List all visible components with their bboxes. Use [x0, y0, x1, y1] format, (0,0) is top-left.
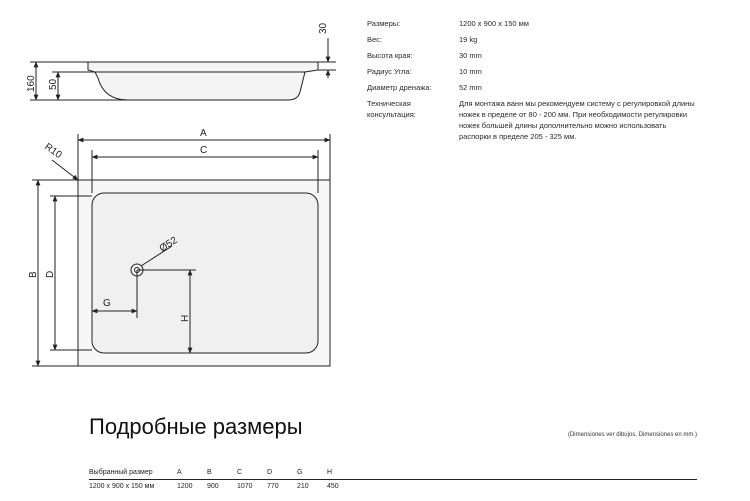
spec-value: 19 kg: [459, 35, 478, 44]
table-header-cell: C: [237, 469, 243, 476]
dim-label-g: G: [103, 298, 111, 309]
dim-label-drain-diameter: Ø52: [157, 234, 180, 255]
dim-label-d: D: [45, 270, 56, 278]
dim-label-30: 30: [318, 22, 329, 34]
table-header-cell: D: [267, 469, 273, 476]
table-cell: 770: [267, 483, 279, 490]
spec-value: 30 mm: [459, 51, 482, 60]
side-profile-view: [30, 38, 336, 100]
table-cell: 450: [327, 483, 339, 490]
dim-label-b: B: [28, 271, 39, 278]
dimensions-table: [89, 466, 697, 493]
section-title: Подробные размеры: [89, 414, 303, 439]
spec-label: Высота края:: [367, 51, 413, 60]
table-cell: 900: [207, 483, 219, 490]
dim-label-h: H: [180, 314, 191, 322]
dim-label-c: C: [200, 145, 208, 156]
dim-label-160: 160: [26, 75, 37, 92]
spec-row-technical-consultation: [367, 98, 697, 142]
table-header-cell: G: [297, 469, 303, 476]
spec-row-weight: [367, 34, 697, 45]
spec-label: Техническая консультация:: [367, 99, 416, 119]
spec-label: Размеры:: [367, 19, 401, 28]
table-cell: 1200: [177, 483, 193, 490]
spec-value: 1200 x 900 x 150 мм: [459, 19, 529, 28]
table-header-cell: H: [327, 469, 333, 476]
spec-label: Диаметр дренажа:: [367, 83, 432, 92]
spec-label: Вес:: [367, 35, 383, 44]
table-cell: 1200 x 900 x 150 мм: [89, 483, 155, 490]
spec-value: 10 mm: [459, 67, 482, 76]
top-plan-view: [32, 134, 330, 366]
table-cell: 1070: [237, 483, 253, 490]
spec-value: Для монтажа ванн мы рекомендуем систему с регулировкой длины ножек в пределе от 80 - 200 мм. При необходимости регулировки ножек большей длины дополнительно можно использовать распорки в пределе 205 - 325 мм.: [459, 99, 695, 141]
spec-row-drain-diameter: [367, 82, 697, 93]
table-header-row: [89, 466, 697, 480]
spec-row-size: [367, 18, 697, 29]
spec-row-rim-height: [367, 50, 697, 61]
table-header-cell: Выбранный размер: [89, 469, 153, 476]
specifications-list: [367, 18, 697, 147]
spec-value: 52 mm: [459, 83, 482, 92]
spec-label: Радиус Угла:: [367, 67, 412, 76]
dim-label-50: 50: [48, 78, 59, 90]
table-row: [89, 480, 697, 493]
spec-row-corner-radius: [367, 66, 697, 77]
table-header-cell: B: [207, 469, 212, 476]
table-cell: 210: [297, 483, 309, 490]
dim-label-r10: R10: [42, 141, 64, 161]
table-header-cell: A: [177, 469, 182, 476]
dimensions-note: (Dimensiones ver dibujos. Dimensiones en mm.): [567, 432, 697, 438]
dim-label-a: A: [200, 128, 207, 139]
